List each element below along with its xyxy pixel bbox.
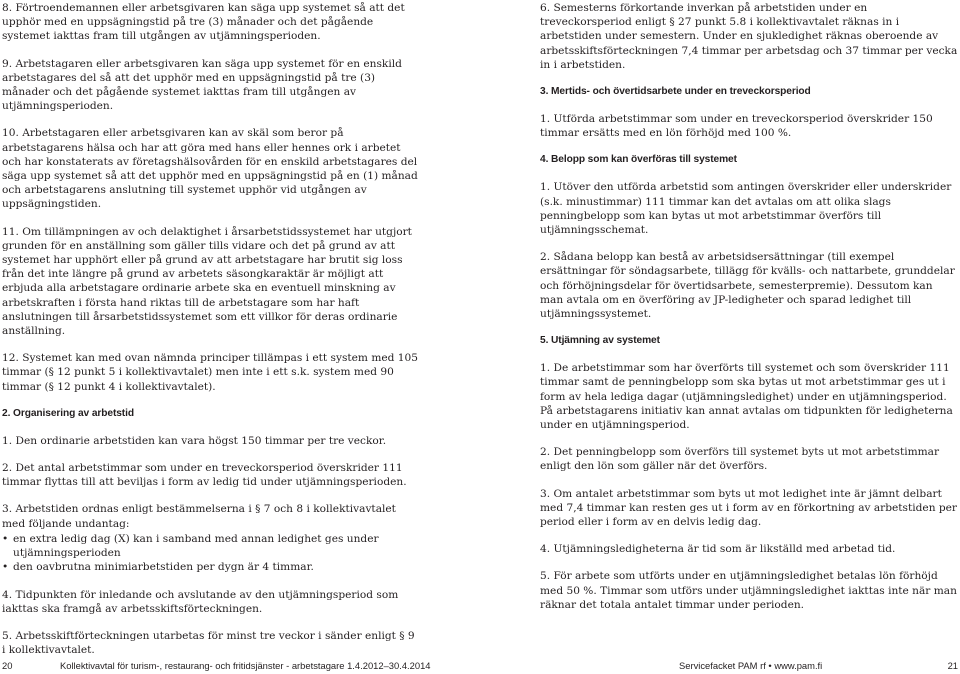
section-heading-5: 5. Utjämning av systemet [540,335,660,347]
section5-paragraph-4: 4. Utjämningsledigheterna är tid som är likställd med arbetad tid. [540,543,896,556]
page-footer [0,656,960,672]
paragraph-10: 10. Arbetstagaren eller arbetsgivaren kan av skäl som beror på arbetstagarens hälsa och har att göra med hans eller hennes ork i arbetet och har konstaterats av företagshälsovården för en enskild arbetstagares del säga upp systemet så att det upphör med en uppsägningstid på en (1) månad och arbetstagarens anslutning till systemet upphör vid utgången av uppsägningstiden. [2,127,418,211]
section2-paragraph-6: 6. Semesterns förkortande inverkan på arbetstiden under en treveckorsperiod enligt § 27 punkt 5.8 i kollektivavtalet räknas in i arbetstiden under semestern. Under en sjukledighet räknas oberoende av arbetsskiftsförteckningen 7,4 timmar per arbetsdag och 37 timmar per vecka in i arbetstiden. [540,2,958,71]
left-column [2,1,420,670]
section2-paragraph-5: 5. Arbetsskiftförteckningen utarbetas för minst tre veckor i sänder enligt § 9 i kollektivavtalet. [2,629,415,657]
right-column [540,1,958,625]
section4-paragraph-2: 2. Sådana belopp kan bestå av arbetsidsersättningar (till exempel ersättningar för söndagsarbete, tillägg för kvälls- och nattarbete, grunddelar och förhöjningsdelar för övertidsarbete, semesterpremie). Dessutom kan man avtala om en överföring av JP-ledigheter och sparad ledighet till utjämningssystemet. [540,251,955,321]
paragraph-11: 11. Om tillämpningen av och delaktighet i årsarbetstidssystemet har utgjort grunden för en anställning som gäller tills vidare och det på grund av att systemet har upphört eller på grund av att arbetstagare har brutit sig loss från det inte längre på grund av arbetets säsongkaraktär är möjligt att erbjuda alla arbetstagare ordinarie arbete ska en eventuell minskning av arbetskraften i första hand riktas till de arbetstagare som har haft anslutningen till årsarbetstidssystemet som ett villkor för deras ordinarie anställning. [2,225,412,338]
section-heading-4: 4. Belopp som kan överföras till systemet [540,154,737,166]
paragraph-9: 9. Arbetstagaren eller arbetsgivaren kan säga upp systemet för en enskild arbetstagares del så att det upphör med en uppsägningstid på tre (3) månader och det pågående systemet iakttas fram till utgången av utjämningsperioden. [2,57,402,113]
document-title: Kollektivavtal för turism-, restaurang- och fritidsjänster - arbetstagare 1.4.2012–30.4.2014 [60,660,431,671]
publisher-site: Servicefacket PAM rf • www.pam.fi [679,660,823,671]
section3-paragraph-1: 1. Utförda arbetstimmar som under en treveckorsperiod överskrider 150 timmar ersätts med en lön förhöjd med 100 %. [540,113,933,140]
section2-paragraph-3: 3. Arbetstiden ordnas enligt bestämmelserna i § 7 och 8 i kollektivavtalet med följande undantag: [2,503,396,530]
paragraph-12: 12. Systemet kan med ovan nämnda principer tillämpas i ett system med 105 timmar (§ 12 punkt 5 i kollektivavtalet) men inte i ett s.k. system med 90 timmar (§ 12 punkt 4 i kollektivavtalet). [2,352,419,393]
section2-paragraph-2: 2. Det antal arbetstimmar som under en treveckorsperiod överskrider 111 timmar flyttas till att beviljas i form av ledig tid under utjämningsperioden. [2,462,407,489]
left-page-number: 20 [2,660,13,671]
section5-paragraph-5: 5. För arbete som utförts under en utjämningsledighet betalas lön förhöjd med 50 %. Timmar som utförs under utjämningsledighet iakttas inte när man räknar det totala antalet timmar under perioden. [540,570,957,611]
exception-list [2,532,420,575]
paragraph-8: 8. Förtroendemannen eller arbetsgivaren kan säga upp systemet så att det upphör med en uppsägningstid på tre (3) månader och det pågående systemet iakttas fram till utgången av utjämningsperioden. [2,2,405,43]
section2-paragraph-4: 4. Tidpunkten för inledande och avslutande av den utjämningsperiod som iakttas ska framgå av arbetsskiftsförteckningen. [2,588,399,615]
section2-paragraph-1: 1. Den ordinarie arbetstiden kan vara högst 150 timmar per tre veckor. [2,434,387,447]
section5-paragraph-3: 3. Om antalet arbetstimmar som byts ut mot ledighet inte är jämnt delbart med 7,4 timmar kan resten ges ut i form av en förkortning av arbetstiden per period eller i form av en delvis ledig dag. [540,487,957,529]
section4-paragraph-1: 1. Utöver den utförda arbetstid som antingen överskrider eller underskrider (s.k. minustimmar) 111 timmar kan det avtalas om att olika slags penningbelopp som kan bytas ut mot arbetstimmar överförs till utjämningsschemat. [540,181,952,237]
section5-paragraph-2: 2. Det penningbelopp som överförs till systemet byts ut mot arbetstimmar enligt den lön som gäller när det överförs. [540,446,940,473]
section5-paragraph-1: 1. De arbetstimmar som har överförts till systemet och som överskrider 111 timmar samt de penningbelopp som ska bytas ut mot arbetstimmar ges ut i form av hela lediga dagar (utjämningsledighet) under en utjämningsperiod. På arbetstagarens initiativ kan annat avtalas om tidpunkten för ledigheterna under en utjämningsperiod. [540,362,953,432]
list-item: • en extra ledig dag (X) kan i samband med annan ledighet ges under utjämningsperioden [2,532,420,560]
right-page-number: 21 [947,660,958,671]
list-item: • den oavbrutna minimiarbetstiden per dygn är 4 timmar. [2,560,420,574]
section-heading-3: 3. Mertids- och övertidsarbete under en treveckorsperiod [540,86,811,98]
section-heading-2: 2. Organisering av arbetstid [2,407,134,419]
